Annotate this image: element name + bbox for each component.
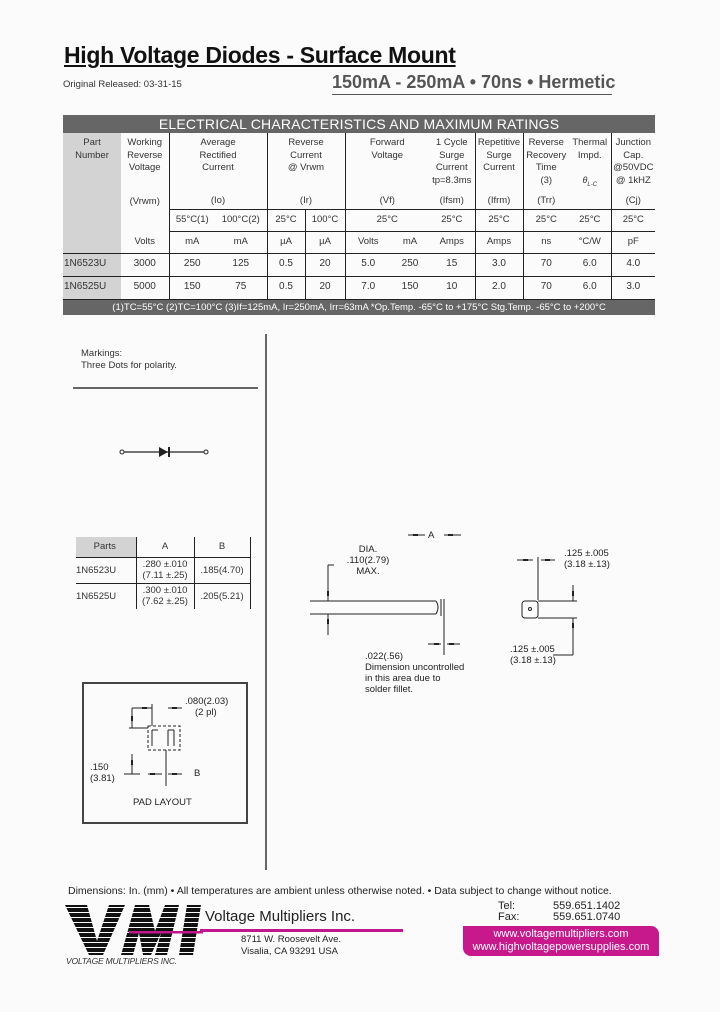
header-vf: Forward Voltage [345,133,429,193]
temp-cj: 25°C [611,209,655,231]
dia-dimension: DIA. .110(2.79) MAX. [346,544,390,577]
unit-cell: Volts [345,231,391,253]
table-footnote: (1)TC=55°C (2)TC=100°C (3)If=125mA, Ir=250mA, Irr=63mA *Op.Temp. -65°C to +175°C Stg.Temp. -65°C to +200°C [63,299,655,315]
value-cell: 0.5 [267,276,305,299]
unit-cell: mA [215,231,267,253]
company-address: 8711 W. Roosevelt Ave. Visalia, CA 93291 USA [241,934,341,957]
pad-layout-box [82,682,248,824]
symbol-ifrm: (Ifrm) [475,193,523,209]
pad-dim-top: .080(2.03) (2 pl) [185,696,229,718]
value-cell: 250 [169,253,215,276]
symbol-trr: (Trr) [523,193,569,209]
value-cell: 5000 [121,276,169,299]
value-cell: 70 [523,276,569,299]
symbol-vrwm: (Vrwm) [129,195,160,207]
table-banner: ELECTRICAL CHARACTERISTICS AND MAXIMUM RATINGS [63,115,655,133]
value-cell: 3.0 [475,253,523,276]
contact-info: Tel: 559.651.1402 Fax: 559.651.0740 [498,900,621,923]
markings-note: Markings: Three Dots for polarity. [81,348,177,371]
parts-header: Parts [76,537,136,557]
parts-dimension-table [76,537,251,609]
end-view-dim-bottom: .125 ±.005 (3.18 ±.13) [510,644,556,666]
fax-number: 559.651.0740 [553,911,621,923]
value-cell: 15 [429,253,475,276]
page-subtitle: 150mA - 250mA • 70ns • Hermetic [332,72,612,95]
header-ifrm: Repetitive Surge Current [475,133,523,193]
temp-io-1: 55°C(1) [169,209,215,231]
unit-cell: ns [523,231,569,253]
value-cell: 3.0 [611,276,655,299]
unit-cell: pF [611,231,655,253]
header-trr: Reverse Recovery Time (3) [523,133,569,193]
value-cell: 70 [523,253,569,276]
unit-cell: Amps [429,231,475,253]
value-cell: 125 [215,253,267,276]
parts-row: 1N6523U .280 ±.010 (7.11 ±.25) .185(4.70) [76,557,250,583]
header-part-number: Part Number [63,133,121,193]
value-cell: 150 [169,276,215,299]
value-cell: 4.0 [611,253,655,276]
header-io: Average Rectified Current [169,133,267,193]
website-link-1[interactable]: www.voltagemultipliers.com [493,928,629,940]
footer-note: Dimensions: In. (mm) • All temperatures are ambient unless otherwise noted. • Data subject to change without notice. [68,885,612,897]
part-number: 1N6523U [63,253,121,276]
symbol-vf: (Vf) [345,193,429,209]
parts-row: 1N6525U .300 ±.010 (7.62 ±.25) .205(5.21) [76,583,250,609]
symbol-io: (Io) [169,193,267,209]
pad-dim-b: B [194,768,201,779]
website-link-2[interactable]: www.highvoltagepowersupplies.com [472,941,650,953]
temp-ifrm: 25°C [475,209,523,231]
header-vrwm: Working Reverse Voltage [127,137,163,173]
table-row-1n6523u [63,253,655,276]
temp-ir-1: 25°C [267,209,305,231]
unit-cell: Amps [475,231,523,253]
value-cell: 250 [391,253,429,276]
header-cj: Junction Cap. @50VDC @ 1kHZ [611,133,655,193]
unit-cell: µA [267,231,305,253]
header-ifsm: 1 Cycle Surge Current tp=8.3ms [432,137,472,186]
value-cell: 0.5 [267,253,305,276]
value-cell: 7.0 [345,276,391,299]
accent-line [200,929,403,932]
logo-subtitle: VOLTAGE MULTIPLIERS INC. [66,956,177,966]
header-thermal: Thermal Impd. $\theta_{L-C}$ [572,137,608,188]
value-cell: 2.0 [475,276,523,299]
value-cell: 5.0 [345,253,391,276]
vmi-logo-icon [63,903,203,957]
unit-cell: mA [169,231,215,253]
parts-header-a: A [136,537,194,557]
pad-layout-caption: PAD LAYOUT [133,797,192,808]
electrical-characteristics-table [63,115,655,315]
parts-header-b: B [194,537,250,557]
value-cell: 75 [215,276,267,299]
diode-symbol-icon [118,444,210,460]
table-row-1n6525u [63,276,655,299]
temp-io-2: 100°C(2) [215,209,267,231]
dim-a-label: A [428,530,435,541]
company-name: Voltage Multipliers Inc. [205,908,356,925]
temp-trr: 25°C [523,209,569,231]
value-cell: 150 [391,276,429,299]
value-cell: 3000 [121,253,169,276]
symbol-ifsm: (Ifsm) [439,195,464,206]
release-date: Original Released: 03-31-15 [63,79,182,90]
symbol-ir: (Ir) [267,193,345,209]
temp-ir-2: 100°C [305,209,345,231]
value-cell: 6.0 [569,253,611,276]
temp-vf: 25°C [345,209,429,231]
temp-ifsm: 25°C [429,209,475,231]
value-cell: 10 [429,276,475,299]
theta-symbol: θ [582,175,588,185]
end-view-dim-top: .125 ±.005 (3.18 ±.13) [564,548,610,570]
pad-dim-left: .150 (3.81) [90,762,115,784]
value-cell: 20 [305,253,345,276]
column-divider [265,334,267,870]
page-title: High Voltage Diodes - Surface Mount [64,42,456,68]
header-ir: Reverse Current @ Vrwm [267,133,345,193]
website-links [463,926,659,956]
unit-cell: Volts [134,235,156,247]
tel-number: 559.651.1402 [553,900,621,912]
fillet-note: .022(.56) Dimension uncontrolled in this area due to solder fillet. [365,651,465,695]
divider [73,387,258,389]
unit-cell: mA [391,231,429,253]
value-cell: 20 [305,276,345,299]
temp-thermal: 25°C [569,209,611,231]
value-cell: 6.0 [569,276,611,299]
unit-cell: °C/W [569,231,611,253]
symbol-cj: (Cj) [611,193,655,209]
part-number: 1N6525U [63,276,121,299]
unit-cell: µA [305,231,345,253]
